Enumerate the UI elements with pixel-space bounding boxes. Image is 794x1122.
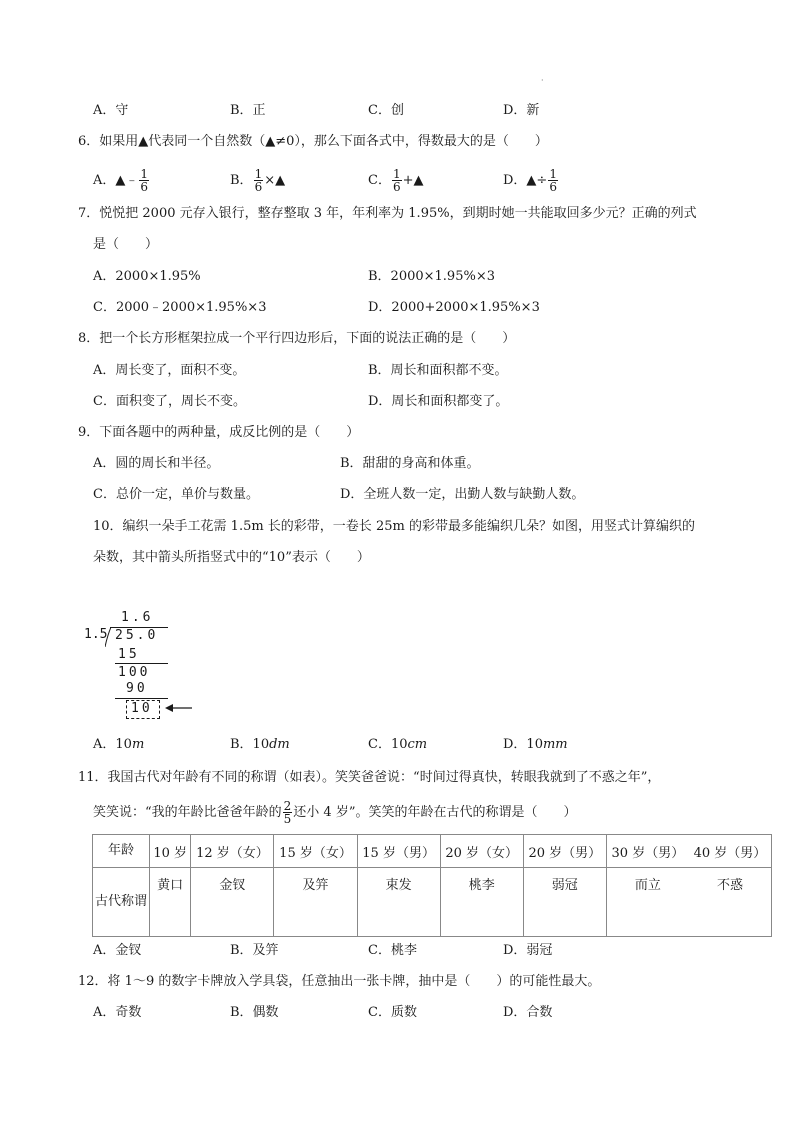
q11-options — [0, 940, 794, 962]
q5-options — [0, 100, 794, 122]
division-divisor: 1.5 — [84, 627, 108, 642]
table-cell: 10 岁 — [150, 835, 191, 868]
q11-stem-row2 — [0, 798, 794, 828]
q6-options — [0, 166, 794, 196]
q10-stem-row2 — [0, 547, 794, 569]
fraction — [548, 168, 558, 193]
division-line-2 — [115, 698, 168, 699]
q10-stem-line2: 朵数，其中箭头所指竖式中的“10”表示（ ） — [93, 550, 370, 565]
q10-option-c[interactable] — [368, 734, 427, 756]
q6-b-text: B． — [230, 173, 253, 188]
q7-option-c[interactable]: C．2000﹣2000×1.95%×3 — [93, 300, 267, 315]
q8-stem: 8．把一个长方形框架拉成一个平行四边形后，下面的说法正确的是（ ） — [78, 331, 516, 346]
q6-option-c[interactable] — [368, 166, 423, 196]
q6-a-text: A．▲﹣ — [93, 173, 139, 188]
fraction — [139, 168, 149, 193]
q9-stem: 9．下面各题中的两种量，成反比例的是（ ） — [78, 425, 360, 440]
q10-d-unit: mm — [542, 737, 568, 752]
q6-option-d[interactable] — [503, 166, 559, 196]
table-header-cell: 年龄 — [93, 835, 150, 868]
division-quotient: 1.6 — [121, 610, 154, 625]
q10-option-a[interactable] — [93, 734, 144, 756]
q10-b-unit: dm — [269, 737, 290, 752]
q7-stem-line2: 是（ ） — [93, 237, 159, 252]
table-cell: 桃李 — [440, 868, 523, 937]
q5-option-b[interactable]: B．正 — [230, 103, 266, 118]
division-dividend: 25.0 — [115, 628, 159, 643]
q9-option-a[interactable]: A．圆的周长和半径。 — [93, 456, 220, 471]
q8-option-d[interactable]: D．周长和面积都变了。 — [368, 394, 509, 409]
table-cell: 而立 — [606, 868, 689, 937]
scan-dot: · — [541, 76, 544, 85]
q8-option-a[interactable]: A．周长变了，面积不变。 — [93, 363, 246, 378]
q12-stem: 12．将 1～9 的数字卡牌放入学具袋，任意抽出一张卡牌，抽中是（ ）的可能性最大。 — [78, 974, 601, 989]
q12-option-a[interactable]: A．奇数 — [93, 1005, 142, 1020]
table-cell: 束发 — [357, 868, 440, 937]
q11-option-a[interactable]: A．金钗 — [93, 943, 142, 958]
q12-option-b[interactable]: B．偶数 — [230, 1005, 279, 1020]
fraction-numerator: 1 — [254, 167, 263, 181]
division-line-1 — [115, 663, 168, 664]
q5-option-c[interactable]: C．创 — [368, 103, 404, 118]
q7-option-a[interactable]: A．2000×1.95% — [93, 269, 201, 284]
q11-stem-line2 — [93, 798, 576, 828]
q9-stem-row — [0, 422, 794, 444]
q11-option-d[interactable]: D．弱冠 — [503, 943, 553, 958]
fraction-denominator: 5 — [283, 812, 292, 826]
q8-option-c[interactable]: C．面积变了，周长不变。 — [93, 394, 246, 409]
table-cell: 20 岁（女） — [440, 835, 523, 868]
long-division-figure — [84, 610, 198, 720]
q11-option-b[interactable]: B．及笄 — [230, 943, 279, 958]
table-cell: 黄口 — [150, 868, 191, 937]
q5-option-d[interactable]: D．新 — [503, 103, 540, 118]
q9-option-d[interactable]: D．全班人数一定，出勤人数与缺勤人数。 — [340, 487, 585, 502]
q6-b-suffix: ×▲ — [264, 173, 286, 188]
fraction — [283, 800, 293, 825]
table-cell: 金钗 — [191, 868, 274, 937]
q6-d-text: D．▲÷ — [503, 173, 548, 188]
q9-option-c[interactable]: C．总价一定，单价与数量。 — [93, 487, 259, 502]
q8-options-row2 — [0, 391, 794, 413]
fraction-denominator: 6 — [549, 180, 557, 194]
q10-c-value: C．10 — [368, 737, 408, 752]
fraction-numerator: 1 — [140, 167, 149, 181]
fraction-denominator: 6 — [254, 180, 263, 194]
fraction — [392, 168, 402, 193]
q9-options-row1 — [0, 453, 794, 475]
q10-c-unit: cm — [407, 737, 428, 752]
q8-option-b[interactable]: B．周长和面积都不变。 — [368, 363, 508, 378]
q10-option-b[interactable] — [230, 734, 290, 756]
q8-options-row1 — [0, 360, 794, 382]
q9-option-b[interactable]: B．甜甜的身高和体重。 — [340, 456, 480, 471]
q10-a-unit: m — [131, 737, 145, 752]
division-step2: 100 — [118, 665, 151, 680]
table-row — [93, 835, 772, 868]
q11-stem-line1: 11．我国古代对年龄有不同的称谓（如表）。笑笑爸爸说：“时间过得真快，转眼我就到了不惑之年”， — [78, 770, 661, 785]
q8-stem-row — [0, 328, 794, 350]
q10-stem-row1 — [0, 516, 794, 538]
q10-b-value: B．10 — [230, 737, 270, 752]
fraction-denominator: 6 — [140, 180, 149, 194]
table-cell: 40 岁（男） — [689, 835, 772, 868]
fraction — [254, 168, 264, 193]
q12-options — [0, 1002, 794, 1024]
q7-option-b[interactable]: B．2000×1.95%×3 — [368, 269, 495, 284]
q6-c-text: C． — [368, 173, 391, 188]
q12-option-c[interactable]: C．质数 — [368, 1005, 417, 1020]
q12-option-d[interactable]: D．合数 — [503, 1005, 553, 1020]
fraction-numerator: 1 — [392, 167, 401, 181]
q10-a-value: A．10 — [93, 737, 132, 752]
q10-option-d[interactable] — [503, 734, 568, 756]
q7-options-row2 — [0, 297, 794, 319]
fraction-numerator: 2 — [283, 799, 292, 813]
q10-stem-line1: 10．编织一朵手工花需 1.5m 长的彩带，一卷长 25m 的彩带最多能编织几朵？如图，用竖式计算编织的 — [93, 519, 695, 534]
table-cell: 不惑 — [689, 868, 772, 937]
table-cell: 12 岁（女） — [191, 835, 274, 868]
fraction-denominator: 6 — [392, 180, 401, 194]
q7-options-row1 — [0, 266, 794, 288]
table-header-cell: 古代称谓 — [93, 868, 150, 937]
table-cell: 弱冠 — [523, 868, 606, 937]
q5-option-a[interactable]: A．守 — [93, 103, 129, 118]
division-step3: 90 — [126, 681, 148, 696]
division-bracket — [105, 627, 113, 647]
q12-stem-row — [0, 971, 794, 993]
table-row — [93, 868, 772, 937]
table-cell: 及笄 — [274, 868, 357, 937]
q11-stem-post: 还小 4 岁”。笑笑的年龄在古代的称谓是（ ） — [293, 805, 577, 820]
q7-stem-line1: 7．悦悦把 2000 元存入银行，整存整取 3 年，年利率为 1.95%，到期时她一共能取回多少元？正确的列式 — [78, 206, 697, 221]
q9-options-row2 — [0, 484, 794, 506]
division-remainder: 10 — [131, 701, 153, 716]
table-cell: 15 岁（男） — [357, 835, 440, 868]
table-cell: 15 岁（女） — [274, 835, 357, 868]
q11-stem-row1 — [0, 767, 794, 789]
table-cell: 20 岁（男） — [523, 835, 606, 868]
q7-option-d[interactable]: D．2000+2000×1.95%×3 — [368, 300, 540, 315]
q7-stem-row2 — [0, 234, 794, 256]
q7-stem-row1 — [0, 203, 794, 225]
q11-option-c[interactable]: C．桃李 — [368, 943, 417, 958]
table-cell: 30 岁（男） — [606, 835, 689, 868]
fraction-numerator: 1 — [549, 167, 557, 181]
q6-option-a[interactable] — [93, 166, 150, 196]
division-step1: 15 — [118, 647, 140, 662]
arrow-left-icon — [164, 702, 194, 714]
q6-c-suffix: +▲ — [402, 173, 424, 188]
q10-d-value: D．10 — [503, 737, 543, 752]
q11-stem-pre: 笑笑说：“我的年龄比爸爸年龄的 — [93, 805, 282, 820]
q10-options — [0, 734, 794, 756]
q6-option-b[interactable] — [230, 166, 285, 196]
age-title-table — [92, 834, 772, 937]
q6-stem: 6．如果用▲代表同一个自然数（▲≠0），那么下面各式中，得数最大的是（ ） — [78, 134, 548, 149]
q6-stem-row — [0, 131, 794, 153]
